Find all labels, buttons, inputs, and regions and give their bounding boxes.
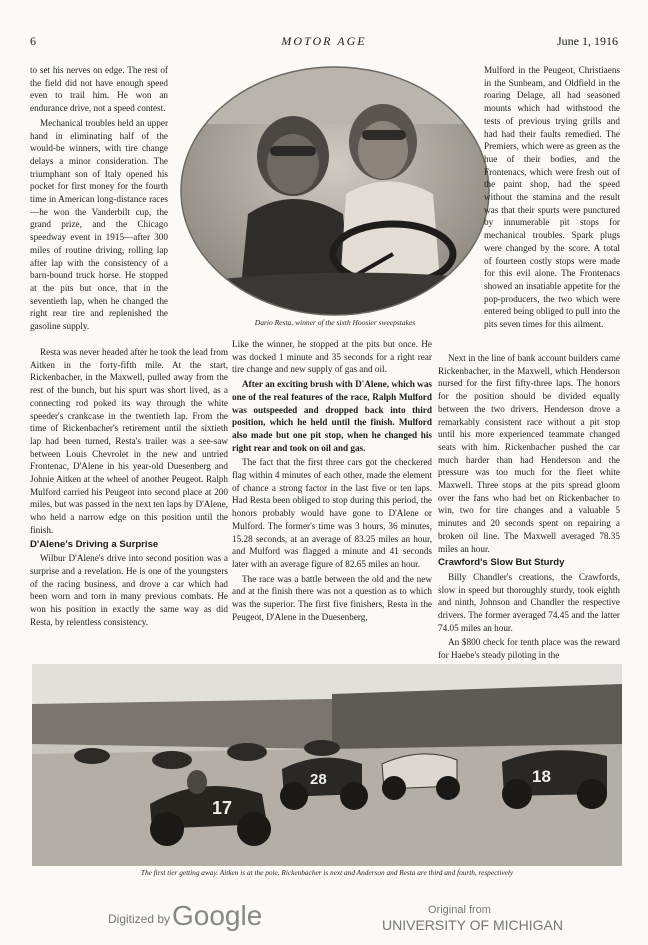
column-1-lower [30,346,228,630]
col1-paragraph: Wilbur D'Alene's drive into second position was a surprise and a revelation. He is one of the youngsters of the racing business, and drove a car which had been worn and torn in many previous combats. He won his position in exactly the same way as did Resta, by relentless consistency. [30,553,228,627]
resta-portrait-photo [178,64,492,318]
col3-paragraph: Next in the line of bank account builders came Rickenbacher, in the Maxwell, which Henderson nursed for the first fifty-three laps. The honors for the position should be divided equally between the two drivers. Henderson drove a remarkably consistent race without a pit stop until his more experienced teammate changed seats with him. Rickenbacher pushed the car much harder than had Henderson and the pressure was too much for the fleet white Maxwell. Three stops at the pits spread gloom over the fans who had bet on Rickenbacher to win, two for tire changes and a valuable 5 minutes and 20 seconds spent on repairing a broken oil line. The Maxwell averaged 78.35 miles an hour. [438,353,620,554]
digitized-by-label: Digitized by [108,912,171,926]
page-number: 6 [30,34,36,48]
col1-subheading: D'Alene's Driving a Surprise [30,538,159,550]
column-1 [30,64,168,335]
race-start-photo [32,664,622,866]
col3-paragraph: An $800 check for tenth place was the reward for Haebe's steady piloting in the [438,637,620,661]
col2-paragraph: The fact that the first three cars got the checkered flag within 4 minutes of each other, made the element of chance a strong factor in the last five or ten laps. Had Resta been obliged to stop during this period, the honors probably would have gone to D'Alene or Mulford. The former's time was 3 hours, 36 minutes, 15.28 seconds, at an average of 83.25 miles an hour, and Mulford was flagged a minute and 41 seconds later with an average figure of 82.65 miles an hour. [232,457,432,569]
col1-paragraph: Mechanical troubles held an upper hand in eliminating half of the would-be winners, with tire change delays a minor consideration. The triumphant son of Italy opened his pocket for first money for the fourth time in American long-distance races—he won the Vanderbilt cup, the grand prize, and the Chicago speedway event in 1915—after 300 miles of routine driving, rolling lap after lap with the consistency of a barn-bound truck horse. He stopped at the pits but once, that in the seventieth lap, when he changed the right rear tire and replenished the gasoline supply. [30,117,168,332]
issue-date: June 1, 1916 [557,34,618,48]
col2-paragraph: After an exciting brush with D'Alene, which was one of the real features of the race, Ralph Mulford was outspeeded and dropped back into third position, which he held until the finish. Mulford also made but one pit stop, when he changed his right rear and took on oil and gas. [232,379,432,453]
column-3 [484,64,620,333]
column-3-lower [438,352,620,664]
magazine-title: MOTOR AGE [281,34,367,48]
col3-paragraph: Mulford in the Peugeot, Christiaens in the Sunbeam, and Oldfield in the roaring Delage, all had seasoned mounts which had withstood the tests of previous trying grills and had had their faults remedied. The Premiers, which were as green as the hue of their bodies, and the Frontenacs, which were fresh out of the paint shop, had the speed without the stamina and the result was that their spurts were punctured by innumerable pit stops for mechanical troubles. Spark plugs were changed by the score. A total of fourteen costly stops were made for this evil alone. The Frontenacs showed an insatiable appetite for the pop-producers, the two which were entered being obliged to pull into the pits seven times for this ailment. [484,65,620,330]
photo1-caption: Dario Resta, winner of the sixth Hoosier sweepstakes [254,318,416,327]
col1-paragraph: to set his nerves on edge. The rest of the field did not have enough speed even to trail him. He won an endurance drive, not a speed contest. [30,65,168,114]
col1-paragraph: Resta was never headed after he took the lead from Aitken in the forty-fifth mile. At the start, Rickenbacher, in the Maxwell, pulled away from the rest of the bunch, but his spurt was short lived, as a connecting rod poked its way through the white speeder's crankcase in the twentieth lap. From the time of Rickenbacher's retirement until the sixtieth lap had been turned, Resta's trailer was a see-saw between Louis Chevrolet in the new and untried Frontenac, D'Alene in his year-old Duesenberg and Johnie Aitken at the wheel of another Peugeot. Ralph Mulford carried his Peugeot into second place at 200 miles, but was passed in the next ten laps by D'Alene, who held a narrow edge on this position until the finish. [30,347,229,535]
col2-paragraph: The race was a battle between the old and the new and at the finish there was not a question as to which was the superior. The first five finishers, Resta in the Peugeot, D'Alene in the Duesenberg, [232,573,432,622]
original-from-label: Original from [428,904,491,916]
photo2-caption: The first tier getting away. Aitken is at the pole, Rickenbacher is next and Anderson and Resta are third and fourth, respectively [140,868,514,877]
col3-subheading: Crawford's Slow But Sturdy [438,557,565,569]
institution-label: UNIVERSITY OF MICHIGAN [382,917,563,933]
car-28-number: 28 [310,771,327,788]
google-logo: Google [172,900,263,931]
col2-paragraph: Like the winner, he stopped at the pits but once. He was docked 1 minute and 35 seconds for a right rear tire change and new supply of gas and oil. [232,339,432,375]
car-17-number: 17 [212,798,233,818]
car-18-number: 18 [532,767,551,786]
column-2 [232,338,432,625]
col3-paragraph: Billy Chandler's creations, the Crawfords, slow in speed but thoroughly sturdy, took eighth and ninth, Johnson and Chandler the respective drivers. The former averaged 74.45 and the latter 74.05 miles an hour. [438,571,620,633]
